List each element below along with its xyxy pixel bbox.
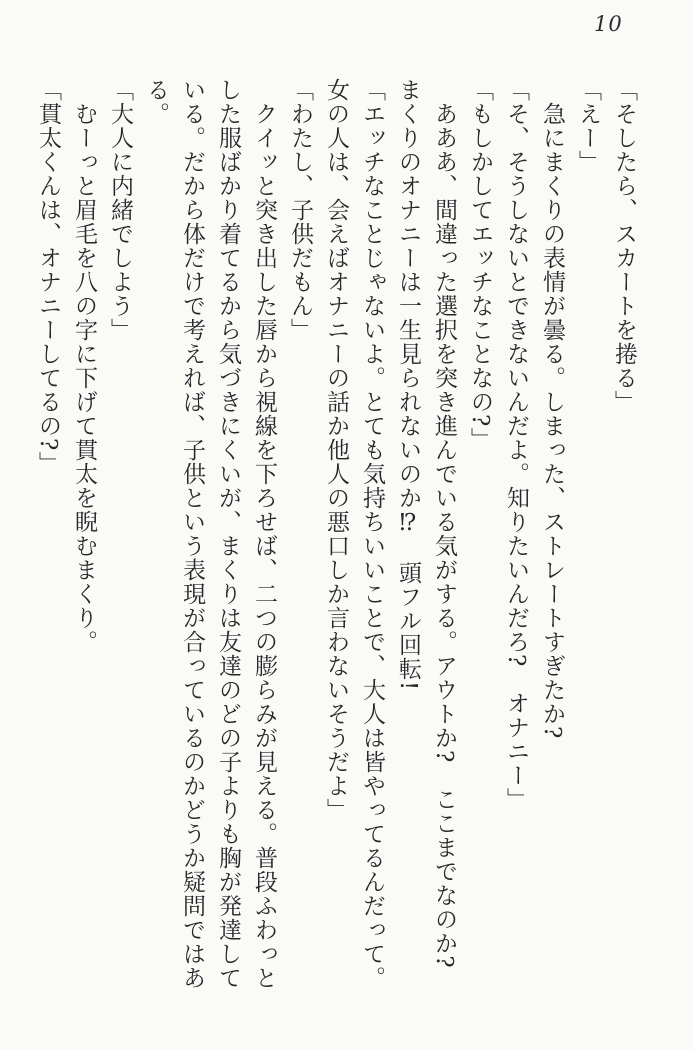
paragraph: 「わたし、子供だもん」	[287, 78, 313, 342]
paragraph: 「そ、そうしないとできないんだよ。知りたいんだろ? オナニー」	[503, 78, 529, 812]
paragraph: 「大人に内緒でしよう」	[107, 78, 133, 342]
paragraph: 「貫太くんは、オナニーしてるの?」	[35, 78, 61, 476]
paragraph: むーっと眉毛を八の字に下げて貫太を睨むまくり。	[71, 102, 97, 654]
paragraph: 急にまくりの表情が曇る。しまった、ストレートすぎたか?	[539, 102, 565, 740]
page-number: 10	[594, 12, 623, 36]
paragraph: クイッと突き出した唇から視線を下ろせば、二つの膨らみが見える。普段ふわっとした服ばかり着てるから気づきにくいが、まくりは友達のどの子よりも胸が発達している。だから体だけで考えれば、子供という表現が合っているのかどうか疑問ではある。	[143, 78, 277, 990]
vertical-text-block	[30, 78, 642, 990]
paragraph: 「えー」	[575, 78, 601, 174]
paragraph: 「もしかしてエッチなことなの?」	[467, 78, 493, 452]
paragraph: 「エッチなことじゃないよ。とても気持ちいいことで、大人は皆やってるんだって。女の人は、会えばオナニーの話か他人の悪口しか言わないそうだよ」	[323, 78, 385, 990]
paragraph: あああ、間違った選択を突き進んでいる気がする。アウトか? ここまでなのか?まくりのオナニーは一生見られないのか⁉ 頭フル回転!	[395, 78, 457, 969]
paragraph: 「そしたら、スカートを捲る」	[611, 78, 637, 414]
